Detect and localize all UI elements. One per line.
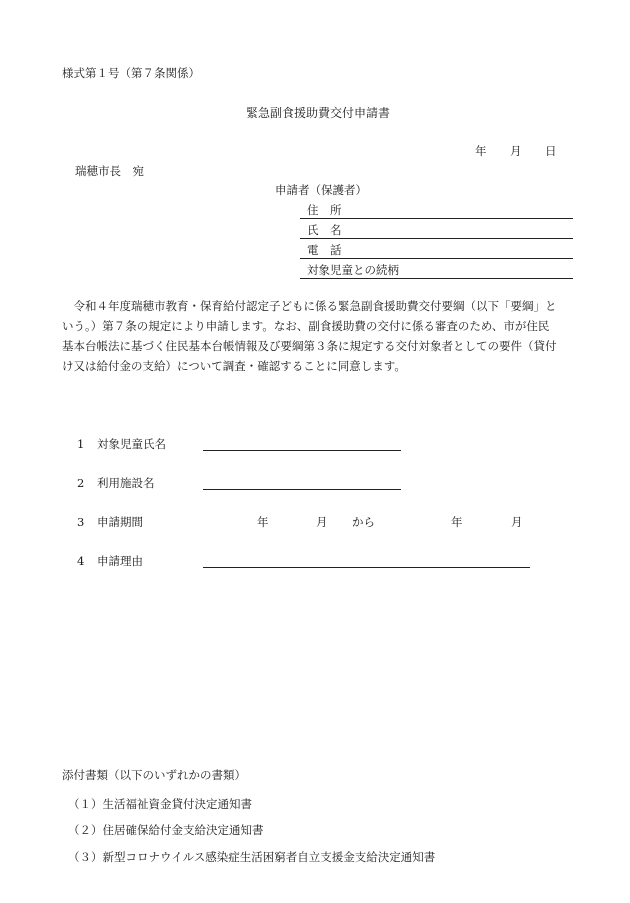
consent-line: け又は給付金の支給）について調査・確認することに同意します。 [62, 359, 406, 373]
applicant-name-line[interactable] [300, 238, 573, 239]
form-number: 様式第１号（第７条関係） [62, 66, 200, 80]
applicant-address-label: 住 所 [307, 203, 342, 217]
item-number: 4 [77, 554, 85, 568]
application-period-label: 申請期間 [97, 515, 143, 529]
applicant-phone-label: 電 話 [307, 243, 342, 257]
period-end-month-label: 月 [511, 515, 523, 529]
date-year-label: 年 [475, 144, 487, 158]
consent-line: 令和４年度瑞穂市教育・保育給付認定子どもに係る緊急副食援助費交付要綱（以下「要綱」と [62, 299, 557, 313]
applicant-phone-line[interactable] [300, 258, 573, 259]
attachment-item: （３）新型コロナウイルス感染症生活困窮者自立支援金支給決定通知書 [68, 850, 436, 864]
document-title: 緊急副食援助費交付申請書 [246, 106, 391, 120]
period-end-year-label: 年 [451, 515, 463, 529]
period-start-month-label: 月 [316, 515, 328, 529]
applicant-relationship-line[interactable] [300, 278, 573, 279]
attachment-item: （１）生活福祉資金貸付決定通知書 [68, 797, 252, 811]
consent-paragraph [62, 296, 576, 376]
date-day-label: 日 [545, 144, 557, 158]
applicant-address-line[interactable] [300, 218, 573, 219]
addressee: 瑞穂市長 宛 [75, 164, 144, 178]
attachments-heading: 添付書類（以下のいずれかの書類） [62, 768, 246, 782]
period-from-label: から [352, 515, 375, 529]
item-number: 1 [77, 437, 85, 451]
child-name-label: 対象児童氏名 [97, 437, 166, 451]
applicant-name-label: 氏 名 [307, 223, 342, 237]
consent-line: 基本台帳法に基づく住民基本台帳情報及び要綱第３条に規定する交付対象者としての要件（貸付 [62, 339, 557, 353]
attachment-item: （２）住居確保給付金支給決定通知書 [68, 823, 264, 837]
consent-line: いう。）第７条の規定により申請します。なお、副食援助費の交付に係る審査のため、市が住民 [62, 319, 550, 333]
facility-name-label: 利用施設名 [97, 476, 155, 490]
item-number: 2 [77, 476, 85, 490]
application-reason-label: 申請理由 [97, 554, 143, 568]
date-month-label: 月 [510, 144, 522, 158]
child-name-line[interactable] [203, 450, 401, 451]
item-number: 3 [77, 515, 85, 529]
application-reason-line[interactable] [203, 567, 530, 568]
facility-name-line[interactable] [203, 489, 401, 490]
applicant-relationship-label: 対象児童との続柄 [307, 263, 399, 277]
period-start-year-label: 年 [257, 515, 269, 529]
applicant-heading: 申請者（保護者） [275, 183, 367, 197]
